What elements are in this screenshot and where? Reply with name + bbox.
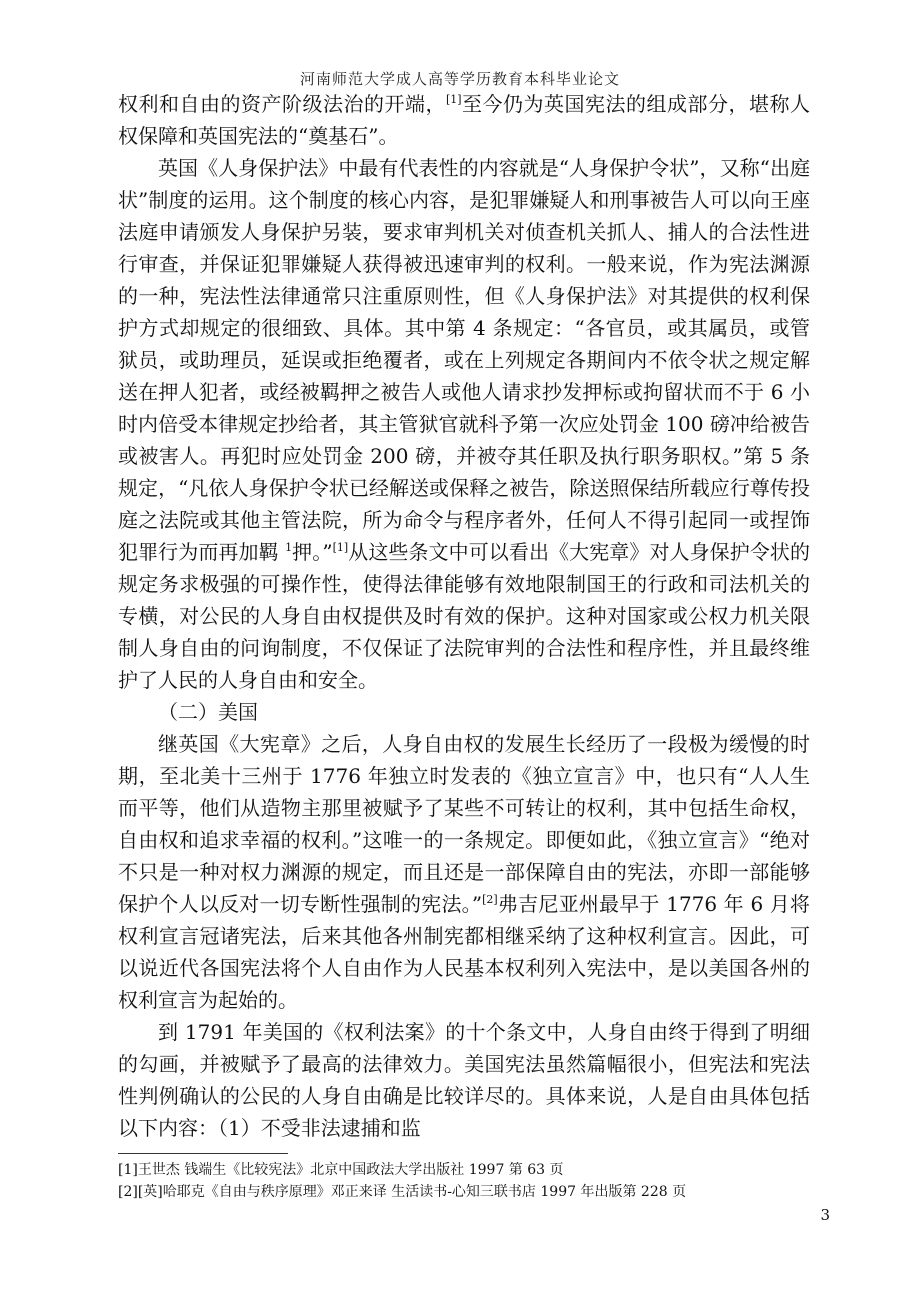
section-heading: （二）美国: [158, 700, 258, 724]
paragraph-2-text-cont: 押。”: [292, 540, 333, 564]
paragraph-2-text-end: 从这些条文中可以看出《大宪章》对人身保护令状的规定务求极强的可操作性，使得法律能够有效地限制国王的行政和司法机关的专横，对公民的人身自由权提供及时有效的保护。这种对国家或公权力机关限制人身自由的问询制度，不仅保证了法院审判的合法性和程序性，并且最终维护了人民的人身自由和安全。: [118, 540, 811, 692]
footnote-ref-1b[interactable]: [1]: [332, 541, 349, 554]
footnote-divider: [118, 1153, 288, 1154]
footnote-ref-1[interactable]: [1]: [445, 93, 462, 106]
paragraph-1-text: 权利和自由的资产阶级法治的开端，: [118, 92, 446, 116]
body-text: [118, 88, 810, 1144]
footnote-ref-2[interactable]: [2]: [482, 893, 498, 906]
paragraph-3: [118, 728, 810, 1016]
paragraph-1: [118, 88, 810, 152]
paragraph-3-text: 继英国《大宪章》之后，人身自由权的发展生长经历了一段极为缓慢的时期，至北美十三州于 1776 年独立时发表的《独立宣言》中，也只有“人人生而平等，他们从造物主那里被赋予了某些不可转让的权利，其中包括生命权，自由权和追求幸福的权利。”这唯一的一条规定。即便如此，《独立宣言》“绝对不只是一种对权力渊源的规定，而且还是一部保障自由的宪法，亦即一部能够保护个人以反对一切专断性强制的宪法。”: [118, 732, 810, 916]
footnote-1: [1]王世杰 钱端生《比较宪法》北京中国政法大学出版社 1997 第 63 页: [118, 1162, 564, 1178]
paragraph-2-text: 英国《人身保护法》中最有代表性的内容就是“人身保护令状”，又称“出庭状”制度的运用。这个制度的核心内容，是犯罪嫌疑人和刑事被告人可以向王座法庭申请颁发人身保护另装，要求审判机关对侦查机关抓人、捕人的合法性进行审查，并保证犯罪嫌疑人获得被迅速审判的权利。一般来说，作为宪法渊源的一种，宪法性法律通常只注重原则性，但《人身保护法》对其提供的权利保护方式却规定的很细致、具体。其中第 4 条规定：“各官员，或其属员，或管狱员，或助理员，延误或拒绝覆者，或在上列规定各期间内不依令状之规定解送在押人犯者，或经被羁押之被告人或他人请求抄发押标或拘留状而不于 6 小时内倍受本律规定抄给者，其主管狱官就科予第一次应处罚金 100 磅冲给被告或被害人。再犯时应处罚金 200 磅，并被夺其任职及执行职务职权。”第 5 条规定，“凡依人身保护令状已经解送或保释之被告，除送照保结所载应行尊传投庭之法院或其他主管法院，所为命令与程序者外，任何人不得引起同一或捏饰犯罪行为而再加羁: [118, 156, 810, 564]
footnotes: [118, 1159, 810, 1203]
paragraph-1-text-cont: 至今仍为英国宪法的组成部分，堪称人权保障和英国宪法的“奠基石”。: [118, 92, 811, 148]
paragraph-3-text-cont: 弗吉尼亚州最早于 1776 年 6 月将权利宣言冠诸宪法，后来其他各州制宪都相继采纳了这种权利宣言。因此，可以说近代各国宪法将个人自由作为人民基本权利列入宪法中，是以美国各州的权利宣言为起始的。: [118, 892, 810, 1012]
page-number: 3: [820, 1206, 830, 1224]
footnote-2: [2][英]哈耶克《自由与秩序原理》邓正来译 生活读书-心知三联书店 1997 年出版第 228 页: [118, 1184, 687, 1200]
running-header: 河南师范大学成人高等学历教育本科毕业论文: [299, 70, 620, 88]
inline-mark: 1: [285, 541, 293, 554]
paragraph-2: [118, 152, 810, 696]
paragraph-4: 到 1791 年美国的《权利法案》的十个条文中，人身自由终于得到了明细的勾画，并被赋予了最高的法律效力。美国宪法虽然篇幅很小，但宪法和宪法性判例确认的公民的人身自由确是比较详尽的。具体来说，人是自由具体包括以下内容：（1）不受非法逮捕和监: [118, 1020, 810, 1140]
